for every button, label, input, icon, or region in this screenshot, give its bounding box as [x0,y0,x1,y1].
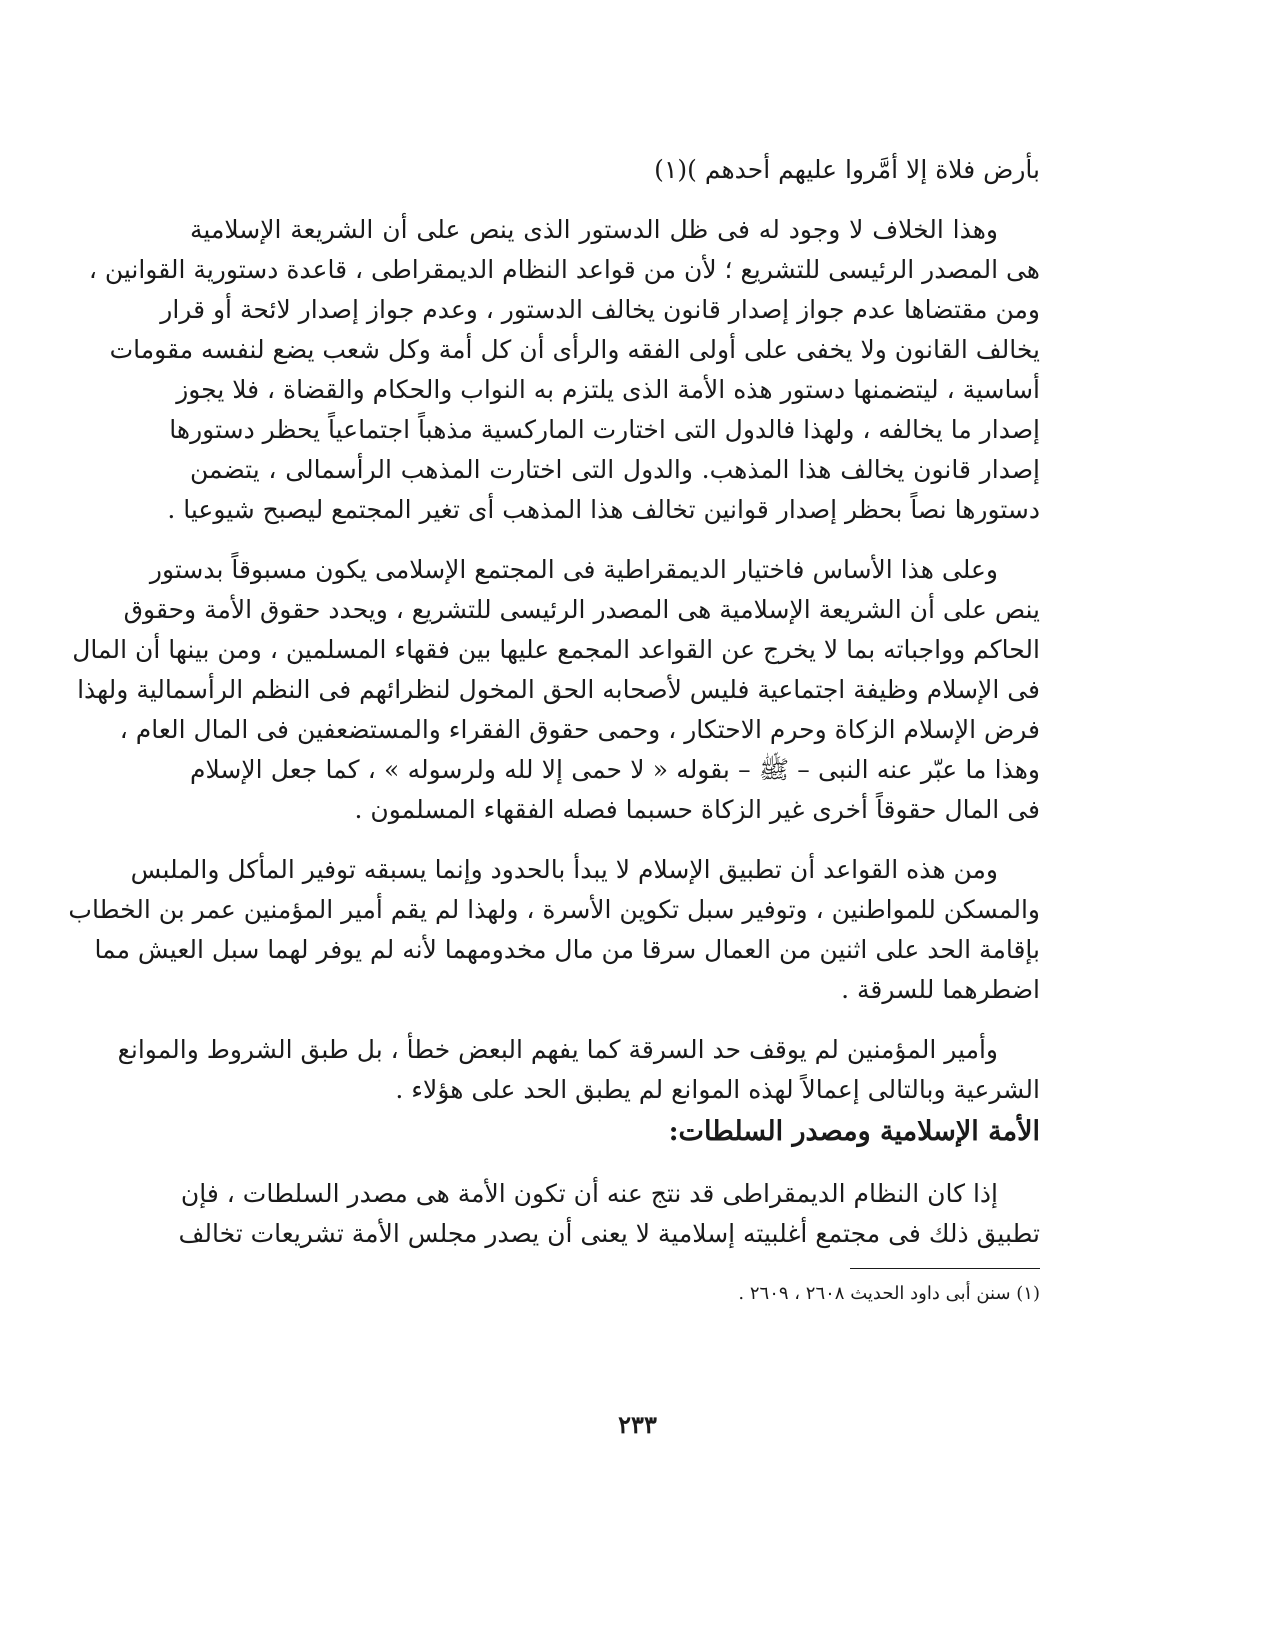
paragraph-line: بإقامة الحد على اثنين من العمال سرقا من مال مخدومهما لأنه لم يوفر لهما سبل العيش مما [94,935,1040,964]
document-page [68,150,1040,1610]
section-heading: الأمة الإسلامية ومصدر السلطات: [668,1116,1040,1147]
final-paragraph [178,1174,1040,1254]
paragraph-line: وأمير المؤمنين لم يوقف حد السرقة كما يفهم البعض خطأ ، بل طبق الشروط والموانع [117,1035,998,1064]
footnote: (١) سنن أبى داود الحديث ٢٦٠٨ ، ٢٦٠٩ . [738,1283,1040,1304]
paragraph-line: اضطرهما للسرقة . [841,975,1040,1004]
paragraph-line: وعلى هذا الأساس فاختيار الديمقراطية فى المجتمع الإسلامى يكون مسبوقاً بدستور [149,555,998,584]
paragraph-3 [68,850,1040,1010]
paragraph-line: تطبيق ذلك فى مجتمع أغلبيته إسلامية لا يعنى أن يصدر مجلس الأمة تشريعات تخالف [178,1219,1040,1248]
paragraph-line: الحاكم وواجباته بما لا يخرج عن القواعد المجمع عليها بين فقهاء المسلمين ، ومن بينها أن المال [72,635,1040,664]
paragraph-line: هى المصدر الرئيسى للتشريع ؛ لأن من قواعد النظام الديمقراطى ، قاعدة دستورية القوانين ، [88,255,1040,284]
page-number: ٢٣٣ [618,1410,657,1439]
paragraph-line: دستورها نصاً بحظر إصدار قوانين تخالف هذا المذهب أى تغير المجتمع ليصبح شيوعيا . [167,495,1040,524]
paragraph-4 [117,1030,1040,1110]
paragraph-line: ومن هذه القواعد أن تطبيق الإسلام لا يبدأ بالحدود وإنما يسبقه توفير المأكل والملبس [130,855,998,884]
paragraph-line: والمسكن للمواطنين ، وتوفير سبل تكوين الأسرة ، ولهذا لم يقم أمير المؤمنين عمر بن الخطاب [68,895,1040,924]
intro-line: بأرض فلاة إلا أمَّروا عليهم أحدهم )(١) [654,155,1040,184]
paragraph-line: وهذا الخلاف لا وجود له فى ظل الدستور الذى ينص على أن الشريعة الإسلامية [190,215,998,244]
paragraph-line: وهذا ما عبّر عنه النبى – ﷺ – بقوله « لا حمى إلا لله ولرسوله » ، كما جعل الإسلام [190,755,1040,784]
footnote-divider [850,1268,1040,1269]
paragraph-line: ومن مقتضاها عدم جواز إصدار قانون يخالف الدستور ، وعدم جواز إصدار لائحة أو قرار [160,295,1040,324]
paragraph-line: يخالف القانون ولا يخفى على أولى الفقه والرأى أن كل أمة وكل شعب يضع لنفسه مقومات [109,335,1040,364]
paragraph-1 [88,210,1040,530]
paragraph-2 [72,550,1040,830]
paragraph-line: إصدار قانون يخالف هذا المذهب. والدول التى اختارت المذهب الرأسمالى ، يتضمن [190,455,1040,484]
paragraph-line: ينص على أن الشريعة الإسلامية هى المصدر الرئيسى للتشريع ، ويحدد حقوق الأمة وحقوق [123,595,1040,624]
paragraph-line: أساسية ، ليتضمنها دستور هذه الأمة الذى يلتزم به النواب والحكام والقضاة ، فلا يجوز [176,375,1040,404]
paragraph-line: الشرعية وبالتالى إعمالاً لهذه الموانع لم يطبق الحد على هؤلاء . [395,1075,1040,1104]
paragraph-line: إصدار ما يخالفه ، ولهذا فالدول التى اختارت الماركسية مذهباً اجتماعياً يحظر دستورها [169,415,1040,444]
paragraph-line: فرض الإسلام الزكاة وحرم الاحتكار ، وحمى حقوق الفقراء والمستضعفين فى المال العام ، [119,715,1040,744]
paragraph-line: فى الإسلام وظيفة اجتماعية فليس لأصحابه الحق المخول لنظرائهم فى النظم الرأسمالية ولهذا [77,675,1040,704]
paragraph-line: فى المال حقوقاً أخرى غير الزكاة حسبما فصله الفقهاء المسلمون . [354,795,1040,824]
paragraph-line: إذا كان النظام الديمقراطى قد نتج عنه أن تكون الأمة هى مصدر السلطات ، فإن [180,1179,998,1208]
